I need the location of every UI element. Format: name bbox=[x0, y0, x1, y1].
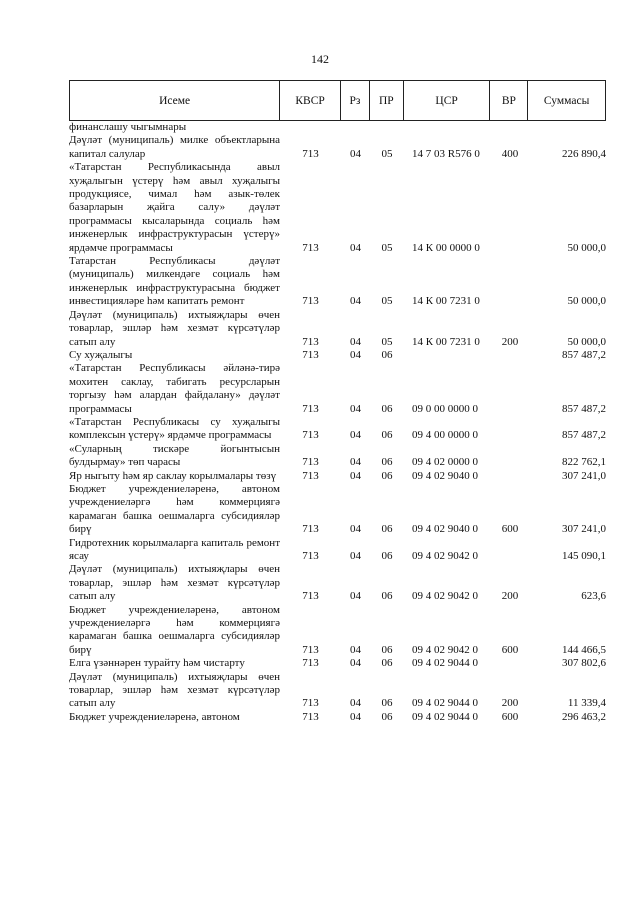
cell-kvsr: 713 bbox=[302, 523, 319, 536]
cell-name: Бюджет учреждениеләренә, автоном bbox=[69, 710, 240, 723]
table-row bbox=[69, 362, 606, 416]
col-header-pr: ПР bbox=[370, 81, 404, 120]
cell-sum: 296 463,2 bbox=[562, 710, 606, 723]
cell-name: Татарстан Республикасы дәүләт (муниципаль) милкендәге социаль һәм инженерлык инфраструктурасына бюджет инвестицияләре һәм капитать ремонт bbox=[69, 255, 280, 308]
table-row bbox=[69, 671, 606, 711]
cell-kvsr: 713 bbox=[302, 295, 319, 308]
cell-sum: 145 090,1 bbox=[562, 550, 606, 562]
table-row bbox=[69, 134, 606, 161]
cell-pr: 06 bbox=[381, 456, 393, 469]
cell-sum: 822 762,1 bbox=[562, 456, 606, 469]
cell-csr: 14 К 00 0000 0 bbox=[412, 241, 480, 254]
cell-pr: 06 bbox=[381, 523, 393, 536]
cell-name: финанслашу чыгымнары bbox=[69, 121, 187, 133]
col-header-kvsr: КВСР bbox=[280, 81, 341, 120]
cell-kvsr: 713 bbox=[302, 657, 319, 670]
cell-pr: 06 bbox=[381, 710, 393, 723]
cell-csr: 09 4 02 9044 0 bbox=[412, 710, 478, 723]
cell-csr: 09 4 02 0000 0 bbox=[412, 456, 478, 469]
cell-vr: 200 bbox=[501, 697, 519, 710]
cell-name: Дәүләт (муниципаль) ихтыяҗлары өчен товарлар, эшләр һәм хезмәт күрсәтүләр сатып алу bbox=[69, 563, 280, 603]
cell-name: Гидротехник корылмаларга капиталь ремонт ясау bbox=[69, 536, 280, 562]
cell-rz: 04 bbox=[350, 697, 361, 710]
cell-pr: 05 bbox=[381, 335, 393, 348]
table-row bbox=[69, 537, 606, 564]
cell-sum: 307 802,6 bbox=[562, 657, 606, 670]
cell-rz: 04 bbox=[350, 241, 361, 254]
cell-pr: 06 bbox=[381, 429, 393, 442]
cell-pr: 06 bbox=[381, 590, 393, 603]
table-row bbox=[69, 563, 606, 603]
cell-sum: 623,6 bbox=[581, 590, 606, 603]
cell-rz: 04 bbox=[350, 643, 361, 656]
cell-csr: 09 4 00 0000 0 bbox=[412, 429, 478, 442]
col-header-name: Исеме bbox=[70, 81, 280, 120]
cell-sum: 11 339,4 bbox=[567, 697, 606, 710]
table-row bbox=[69, 161, 606, 255]
table-row bbox=[69, 470, 606, 483]
cell-rz: 04 bbox=[350, 429, 361, 442]
cell-rz: 04 bbox=[350, 710, 361, 723]
cell-kvsr: 713 bbox=[302, 241, 319, 254]
cell-csr: 09 4 02 9040 0 bbox=[412, 523, 478, 536]
cell-sum: 307 241,0 bbox=[562, 469, 606, 482]
cell-pr: 06 bbox=[381, 469, 393, 482]
cell-name: Бюджет учреждениеләренә, автоном учреждениеләргә һәм коммерциягә карамаган башка оешмаларга субсидияләр бирү bbox=[69, 482, 280, 536]
cell-pr: 06 bbox=[381, 348, 393, 361]
table-row bbox=[69, 309, 606, 349]
col-header-vr: ВР bbox=[490, 81, 528, 120]
cell-kvsr: 713 bbox=[302, 335, 319, 348]
cell-kvsr: 713 bbox=[302, 402, 319, 415]
cell-vr: 600 bbox=[501, 643, 519, 656]
cell-vr: 200 bbox=[501, 590, 519, 603]
cell-csr: 09 0 00 0000 0 bbox=[412, 402, 478, 415]
cell-pr: 06 bbox=[381, 402, 393, 415]
cell-kvsr: 713 bbox=[302, 348, 319, 361]
cell-csr: 14 К 00 7231 0 bbox=[412, 295, 480, 308]
cell-sum: 857 487,2 bbox=[562, 429, 606, 442]
table-row bbox=[69, 711, 606, 724]
cell-name: Су хуҗалыгы bbox=[69, 348, 133, 361]
table-row bbox=[69, 121, 606, 134]
cell-pr: 06 bbox=[381, 550, 393, 562]
cell-csr: 09 4 02 9042 0 bbox=[412, 550, 478, 562]
cell-rz: 04 bbox=[350, 523, 361, 536]
cell-csr: 09 4 02 9044 0 bbox=[412, 657, 478, 670]
cell-sum: 857 487,2 bbox=[562, 402, 606, 415]
table-row bbox=[69, 657, 606, 670]
cell-vr: 400 bbox=[501, 147, 519, 160]
table-row bbox=[69, 416, 606, 443]
cell-pr: 06 bbox=[381, 657, 393, 670]
cell-sum: 144 466,5 bbox=[562, 643, 606, 656]
cell-name: Дәүләт (муниципаль) ихтыяҗлары өчен товарлар, эшләр һәм хезмәт күрсәтүләр сатып алу bbox=[69, 308, 280, 348]
page-number: 142 bbox=[311, 52, 329, 66]
cell-kvsr: 713 bbox=[302, 590, 319, 603]
col-header-csr: ЦСР bbox=[404, 81, 491, 120]
cell-kvsr: 713 bbox=[302, 147, 319, 160]
cell-name: Яр ныгыту һәм яр саклау корылмалары төзү bbox=[69, 469, 277, 482]
cell-csr: 14 7 03 R576 0 bbox=[412, 147, 480, 160]
col-header-rz: Рз bbox=[341, 81, 370, 120]
cell-kvsr: 713 bbox=[302, 429, 319, 442]
cell-pr: 06 bbox=[381, 697, 393, 710]
cell-rz: 04 bbox=[350, 550, 361, 562]
cell-name: Дәүләт (муниципаль) милке объектларына капитал салулар bbox=[69, 134, 280, 160]
cell-sum: 50 000,0 bbox=[567, 335, 606, 348]
cell-kvsr: 713 bbox=[302, 643, 319, 656]
cell-csr: 09 4 02 9044 0 bbox=[412, 697, 478, 710]
cell-csr: 09 4 02 9040 0 bbox=[412, 469, 478, 482]
cell-kvsr: 713 bbox=[302, 469, 319, 482]
table-row bbox=[69, 255, 606, 309]
cell-pr: 06 bbox=[381, 643, 393, 656]
cell-rz: 04 bbox=[350, 590, 361, 603]
cell-vr: 600 bbox=[501, 523, 519, 536]
cell-rz: 04 bbox=[350, 348, 361, 361]
cell-sum: 307 241,0 bbox=[562, 523, 606, 536]
cell-rz: 04 bbox=[350, 147, 361, 160]
cell-rz: 04 bbox=[350, 469, 361, 482]
cell-rz: 04 bbox=[350, 456, 361, 469]
cell-rz: 04 bbox=[350, 295, 361, 308]
cell-name: Елга үзәннәрен турайту һәм чистарту bbox=[69, 657, 245, 670]
cell-kvsr: 713 bbox=[302, 456, 319, 469]
cell-name: Дәүләт (муниципаль) ихтыяҗлары өчен товарлар, эшләр һәм хезмәт күрсәтүләр сатып алу bbox=[69, 670, 280, 710]
cell-name: «Татарстан Республикасы әйләнә-тирә мохитен саклау, табигать ресурсларын торгызу һәм алардан файдалану» дәүләт программасы bbox=[69, 362, 280, 415]
cell-vr: 600 bbox=[501, 710, 519, 723]
table-body bbox=[69, 121, 606, 724]
cell-csr: 09 4 02 9042 0 bbox=[412, 590, 478, 603]
cell-csr: 14 К 00 7231 0 bbox=[412, 335, 480, 348]
cell-kvsr: 713 bbox=[302, 550, 319, 562]
cell-sum: 226 890,4 bbox=[562, 147, 606, 160]
cell-sum: 50 000,0 bbox=[567, 295, 606, 308]
cell-pr: 05 bbox=[381, 295, 393, 308]
cell-name: «Суларның тискәре йогынтысын булдырмау» төп чарасы bbox=[69, 442, 280, 469]
table-header bbox=[69, 80, 606, 121]
cell-name: Бюджет учреждениеләренә, автоном учреждениеләргә һәм коммерциягә карамаган башка оешмаларга субсидияләр бирү bbox=[69, 603, 280, 656]
table-row bbox=[69, 443, 606, 470]
col-header-sum: Суммасы bbox=[543, 94, 590, 107]
table-row bbox=[69, 483, 606, 537]
cell-vr: 200 bbox=[501, 335, 519, 348]
cell-rz: 04 bbox=[350, 335, 361, 348]
cell-rz: 04 bbox=[350, 657, 361, 670]
cell-kvsr: 713 bbox=[302, 697, 319, 710]
table-row bbox=[69, 604, 606, 658]
table-row bbox=[69, 349, 606, 362]
cell-name: «Татарстан Республикасында авыл хуҗалыгын үстерү һәм авыл хуҗалыгы продукциясе, чимал һәм азык-төлек базарларын җайга салу» дәүләт программасы кысаларында социаль һәм инженерлык инфраструктурасын үстерү» ярдәмче программасы bbox=[69, 161, 280, 254]
cell-rz: 04 bbox=[350, 402, 361, 415]
cell-sum: 857 487,2 bbox=[562, 348, 606, 361]
cell-pr: 05 bbox=[381, 147, 393, 160]
cell-sum: 50 000,0 bbox=[567, 241, 606, 254]
cell-kvsr: 713 bbox=[302, 710, 319, 723]
cell-name: «Татарстан Республикасы су хуҗалыгы комплексын үстерү» ярдәмче программасы bbox=[69, 415, 280, 442]
cell-pr: 05 bbox=[381, 241, 393, 254]
cell-csr: 09 4 02 9042 0 bbox=[412, 643, 478, 656]
